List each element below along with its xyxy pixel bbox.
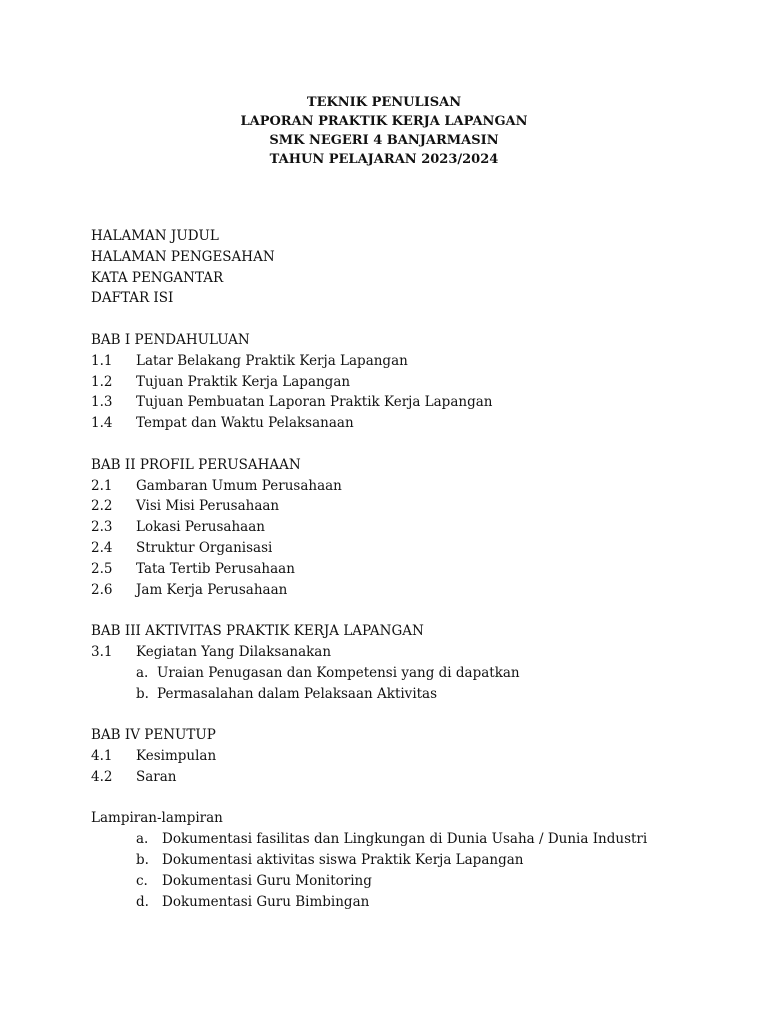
section-spacer bbox=[91, 788, 731, 809]
section-spacer bbox=[91, 600, 731, 621]
item-number: 4.1 bbox=[91, 747, 113, 764]
section-heading-bab2: BAB II PROFIL PERUSAHAAN bbox=[91, 456, 301, 473]
subitem-text: Uraian Penugasan dan Kompetensi yang di dapatkan bbox=[157, 664, 520, 681]
outline-item bbox=[91, 580, 731, 601]
outline-item bbox=[91, 496, 731, 517]
lampiran-text: Dokumentasi Guru Monitoring bbox=[162, 872, 372, 889]
outline-subitem bbox=[91, 663, 731, 684]
lampiran-item bbox=[91, 871, 731, 892]
item-text: Tujuan Pembuatan Laporan Praktik Kerja Lapangan bbox=[136, 394, 493, 411]
section-spacer bbox=[91, 704, 731, 725]
item-number: 2.4 bbox=[91, 539, 113, 556]
front-matter-item: DAFTAR ISI bbox=[91, 290, 174, 307]
lampiran-letter: b. bbox=[136, 851, 149, 868]
title-line-3: SMK NEGERI 4 BANJARMASIN bbox=[269, 133, 499, 148]
item-number: 1.2 bbox=[91, 373, 113, 390]
title-line-1: TEKNIK PENULISAN bbox=[306, 95, 462, 110]
outline-item bbox=[91, 413, 731, 434]
lampiran-letter: c. bbox=[136, 872, 148, 889]
item-text: Tempat dan Waktu Pelaksanaan bbox=[136, 415, 354, 432]
item-number: 1.3 bbox=[91, 394, 113, 411]
item-text: Tata Tertib Perusahaan bbox=[136, 560, 295, 577]
lampiran-text: Dokumentasi fasilitas dan Lingkungan di Dunia Usaha / Dunia Industri bbox=[162, 831, 648, 848]
outline-item bbox=[91, 476, 731, 497]
outline-item bbox=[91, 372, 731, 393]
outline-subitem bbox=[91, 684, 731, 705]
lampiran-item bbox=[91, 850, 731, 871]
item-number: 4.2 bbox=[91, 768, 113, 785]
outline-item bbox=[91, 538, 731, 559]
lampiran-text: Dokumentasi aktivitas siswa Praktik Kerja Lapangan bbox=[162, 851, 524, 868]
section-spacer bbox=[91, 309, 731, 330]
item-number: 2.5 bbox=[91, 560, 113, 577]
item-text: Kesimpulan bbox=[136, 747, 217, 764]
outline-content bbox=[91, 226, 731, 912]
item-number: 3.1 bbox=[91, 643, 113, 660]
outline-item bbox=[91, 351, 731, 372]
lampiran-item bbox=[91, 892, 731, 913]
item-text: Kegiatan Yang Dilaksanakan bbox=[136, 643, 332, 660]
front-matter-item: HALAMAN JUDUL bbox=[91, 228, 219, 244]
subitem-letter: b. bbox=[136, 685, 149, 702]
front-matter-item: HALAMAN PENGESAHAN bbox=[91, 248, 275, 265]
lampiran-letter: a. bbox=[136, 831, 149, 848]
item-number: 2.2 bbox=[91, 498, 113, 515]
section-heading-bab3: BAB III AKTIVITAS PRAKTIK KERJA LAPANGAN bbox=[91, 623, 424, 640]
document-title bbox=[0, 93, 768, 169]
section-heading-lampiran: Lampiran-lampiran bbox=[91, 810, 223, 827]
subitem-text: Permasalahan dalam Pelaksaan Aktivitas bbox=[157, 685, 438, 702]
subitem-letter: a. bbox=[136, 664, 149, 681]
item-text: Gambaran Umum Perusahaan bbox=[136, 477, 342, 494]
item-text: Lokasi Perusahaan bbox=[136, 519, 265, 536]
item-text: Latar Belakang Praktik Kerja Lapangan bbox=[136, 352, 408, 369]
item-number: 2.6 bbox=[91, 581, 113, 598]
title-line-2: LAPORAN PRAKTIK KERJA LAPANGAN bbox=[240, 114, 528, 129]
front-matter-item: KATA PENGANTAR bbox=[91, 269, 224, 286]
item-text: Jam Kerja Perusahaan bbox=[136, 581, 288, 598]
item-text: Struktur Organisasi bbox=[136, 539, 273, 556]
outline-item bbox=[91, 392, 731, 413]
outline-item bbox=[91, 559, 731, 580]
outline-item bbox=[91, 767, 731, 788]
section-spacer bbox=[91, 434, 731, 455]
lampiran-item bbox=[91, 829, 731, 850]
section-heading-bab1: BAB I PENDAHULUAN bbox=[91, 331, 250, 348]
title-line-4: TAHUN PELAJARAN 2023/2024 bbox=[269, 152, 499, 167]
item-text: Saran bbox=[136, 768, 177, 785]
item-number: 1.4 bbox=[91, 415, 113, 432]
item-number: 1.1 bbox=[91, 352, 113, 369]
item-text: Visi Misi Perusahaan bbox=[136, 498, 280, 515]
outline-item bbox=[91, 517, 731, 538]
outline-item bbox=[91, 642, 731, 663]
outline-item bbox=[91, 746, 731, 767]
section-heading-bab4: BAB IV PENUTUP bbox=[91, 727, 216, 744]
lampiran-letter: d. bbox=[136, 893, 149, 910]
item-text: Tujuan Praktik Kerja Lapangan bbox=[136, 373, 351, 390]
lampiran-text: Dokumentasi Guru Bimbingan bbox=[162, 893, 370, 910]
item-number: 2.1 bbox=[91, 477, 113, 494]
item-number: 2.3 bbox=[91, 519, 113, 536]
